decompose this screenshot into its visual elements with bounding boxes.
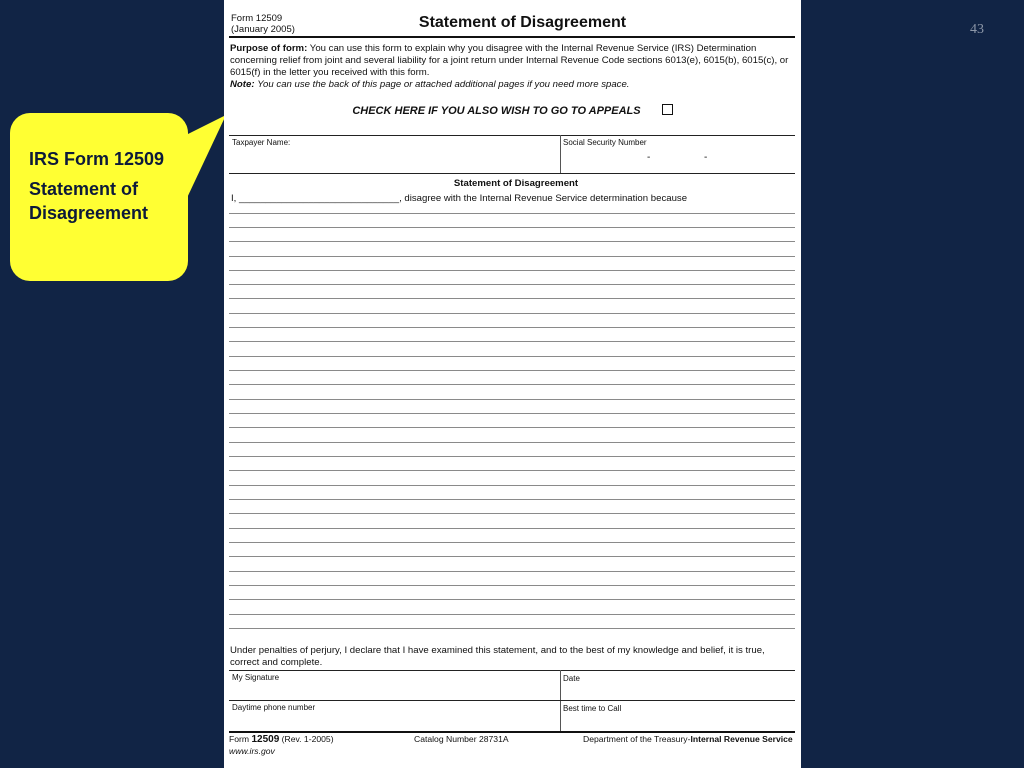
writing-line [229, 341, 795, 342]
purpose-block [230, 43, 790, 91]
writing-line [229, 213, 795, 214]
writing-line [229, 513, 795, 514]
irs-form-12509 [224, 0, 801, 768]
footer-form-id [229, 734, 334, 745]
ssn-dash-1: - [647, 152, 651, 163]
writing-line [229, 442, 795, 443]
appeals-option [224, 104, 801, 117]
writing-line [229, 284, 795, 285]
taxpayer-top-rule [229, 135, 795, 136]
writing-line [229, 628, 795, 629]
writing-line [229, 499, 795, 500]
header-rule [229, 36, 795, 38]
signature-divider [560, 670, 561, 732]
footer-department [583, 734, 793, 744]
writing-line [229, 327, 795, 328]
writing-line [229, 370, 795, 371]
writing-line [229, 384, 795, 385]
slide-page-number: 43 [970, 22, 984, 37]
writing-line [229, 270, 795, 271]
form-title: Statement of Disagreement [418, 14, 627, 31]
callout-line-1: IRS Form 12509 [29, 149, 165, 169]
taxpayer-bottom-rule [229, 173, 795, 174]
signature-label: My Signature [232, 673, 280, 682]
writing-line [229, 313, 795, 314]
department-name: Department of the Treasury- [583, 734, 691, 744]
callout-line-2: Statement of Disagreement [29, 179, 149, 223]
writing-line [229, 227, 795, 228]
irs-website[interactable]: www.irs.gov [229, 746, 275, 756]
statement-section-title: Statement of Disagreement [453, 178, 579, 189]
agency-name: Internal Revenue Service [690, 734, 793, 744]
signature-top-rule [229, 670, 795, 671]
writing-line [229, 485, 795, 486]
writing-line [229, 542, 795, 543]
writing-line [229, 241, 795, 242]
purpose-label: Purpose of form: [230, 43, 308, 54]
callout-box [10, 113, 188, 281]
taxpayer-name-label: Taxpayer Name: [232, 138, 291, 147]
perjury-declaration: Under penalties of perjury, I declare that I have examined this statement, and to the best of my knowledge and belief, it is true, correct and complete. [230, 645, 765, 668]
footer-form-prefix: Form [229, 734, 250, 744]
form-date: (January 2005) [231, 24, 295, 35]
signature-mid-rule [229, 700, 795, 701]
writing-line [229, 298, 795, 299]
writing-line [229, 456, 795, 457]
writing-line [229, 427, 795, 428]
writing-line [229, 413, 795, 414]
writing-line [229, 585, 795, 586]
writing-line [229, 399, 795, 400]
date-label: Date [563, 674, 580, 683]
best-time-label: Best time to Call [563, 704, 622, 713]
appeals-checkbox[interactable] [662, 104, 673, 115]
note-label: Note: [230, 79, 255, 90]
writing-line [229, 599, 795, 600]
taxpayer-divider [560, 135, 561, 173]
writing-line [229, 614, 795, 615]
footer-rev: (Rev. 1-2005) [281, 734, 334, 744]
ssn-dash-2: - [704, 152, 708, 163]
writing-line [229, 571, 795, 572]
writing-line [229, 470, 795, 471]
writing-line [229, 256, 795, 257]
footer-form-number: 12509 [251, 734, 280, 745]
phone-label: Daytime phone number [232, 703, 316, 712]
writing-line [229, 528, 795, 529]
disagree-statement: I, ______________________________, disagree with the Internal Revenue Service determination because [231, 193, 688, 204]
footer-rule [229, 731, 795, 733]
note-text: You can use the back of this page or attached additional pages if you need more space. [257, 79, 630, 90]
purpose-text: You can use this form to explain why you disagree with the Internal Revenue Service (IRS) Determination concerning relief from joint and several liability for a joint return under Internal Revenue Code sections 6013(e), 6015(b), 6015(c), or 6015(f) in the letter you received with this form. [230, 43, 789, 78]
writing-line [229, 556, 795, 557]
ssn-label: Social Security Number [563, 138, 647, 147]
catalog-number: Catalog Number 28731A [414, 734, 509, 744]
writing-line [229, 356, 795, 357]
form-number: Form 12509 [231, 13, 283, 24]
appeals-label: CHECK HERE IF YOU ALSO WISH TO GO TO APPEALS [352, 105, 641, 117]
